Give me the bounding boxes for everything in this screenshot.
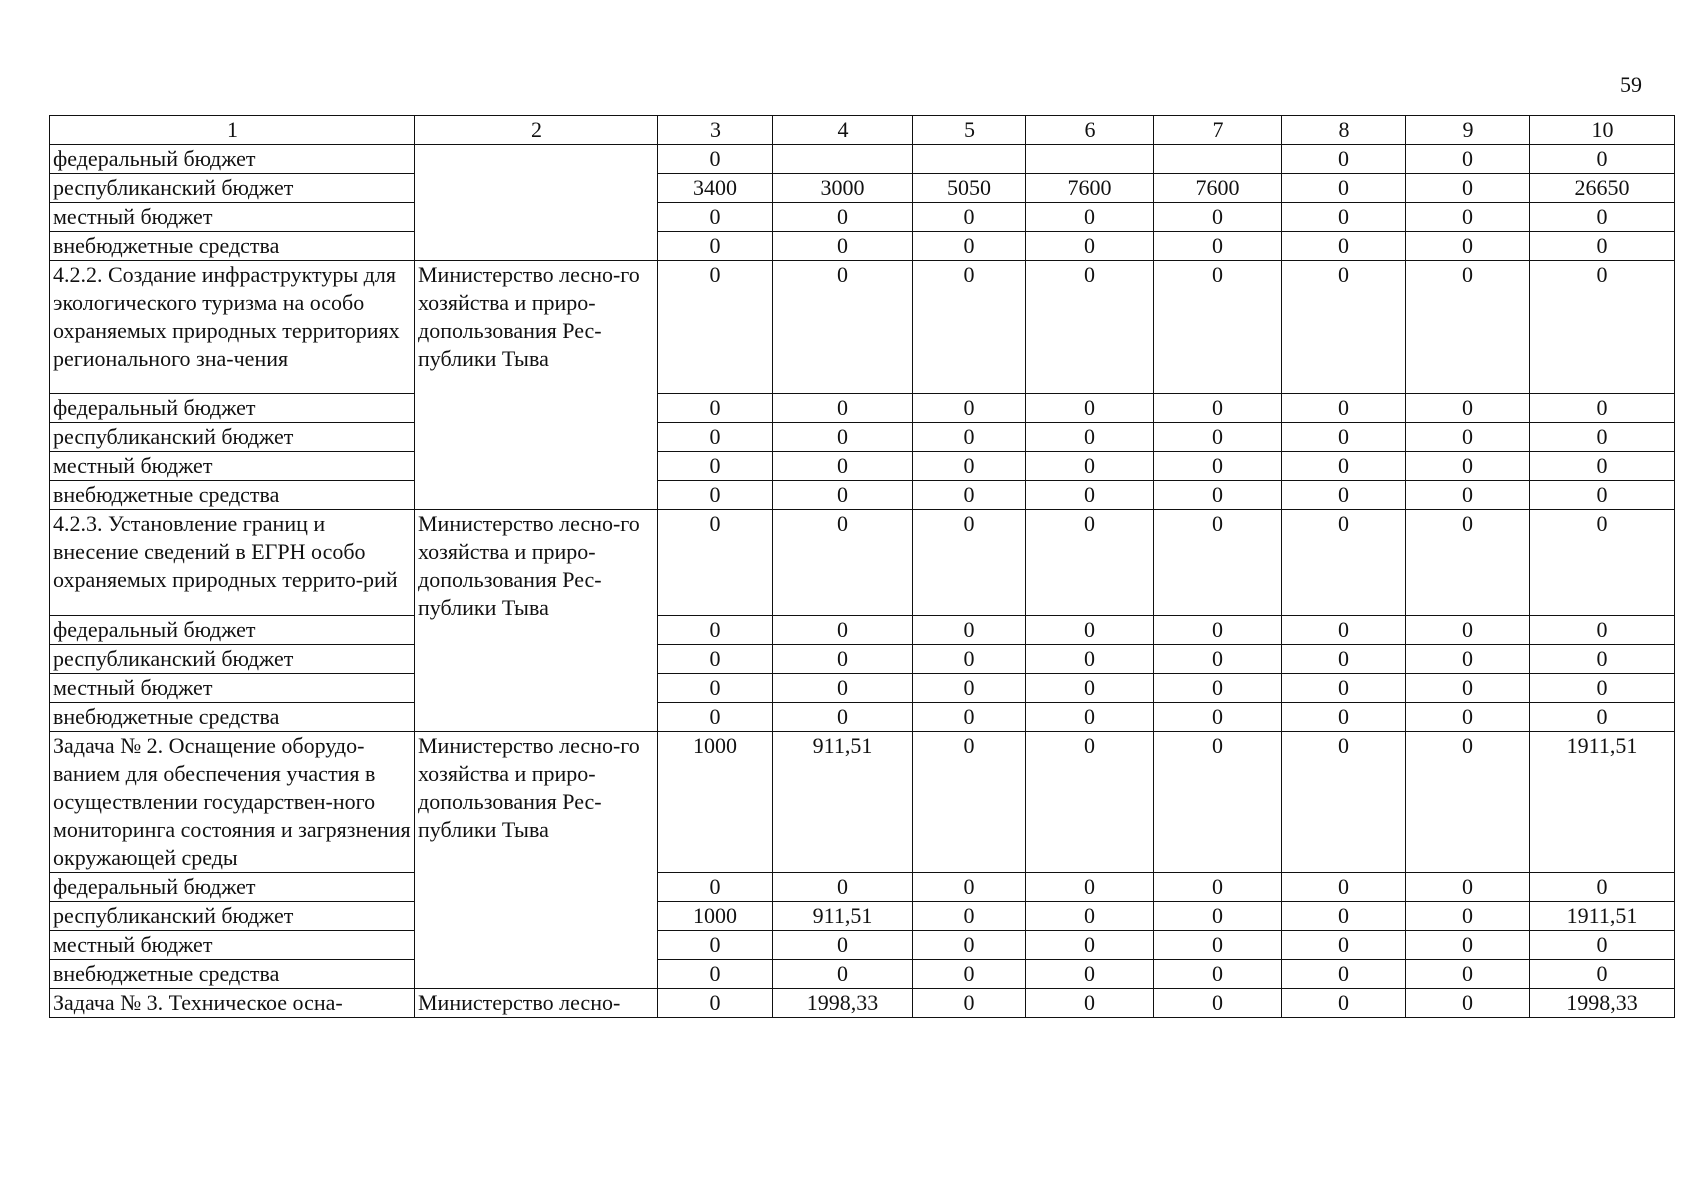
value-cell: 0 bbox=[1406, 960, 1530, 989]
responsible-executor: Министерство лесно-го хозяйства и приро-допользования Рес-публики Тыва bbox=[415, 261, 658, 510]
budget-source-label: федеральный бюджет bbox=[50, 616, 415, 645]
column-header: 8 bbox=[1282, 116, 1406, 145]
value-cell: 0 bbox=[773, 674, 913, 703]
value-cell: 0 bbox=[1282, 174, 1406, 203]
value-cell: 0 bbox=[1026, 703, 1154, 732]
budget-source-row bbox=[50, 873, 1675, 902]
value-cell: 0 bbox=[773, 510, 913, 616]
value-cell: 3400 bbox=[658, 174, 773, 203]
value-cell: 0 bbox=[658, 960, 773, 989]
budget-source-row bbox=[50, 174, 1675, 203]
measure-title: 4.2.2. Создание инфраструктуры для экологического туризма на особо охраняемых природных территориях регионального зна-чения bbox=[50, 261, 415, 394]
value-cell: 0 bbox=[1530, 261, 1675, 394]
value-cell: 1998,33 bbox=[1530, 989, 1675, 1018]
measure-title: 4.2.3. Установление границ и внесение сведений в ЕГРН особо охраняемых природных террито-рий bbox=[50, 510, 415, 616]
value-cell: 0 bbox=[1406, 394, 1530, 423]
budget-source-row bbox=[50, 452, 1675, 481]
value-cell: 0 bbox=[1530, 232, 1675, 261]
value-cell: 0 bbox=[1154, 232, 1282, 261]
value-cell: 0 bbox=[773, 452, 913, 481]
value-cell: 0 bbox=[913, 645, 1026, 674]
value-cell: 0 bbox=[1530, 873, 1675, 902]
value-cell: 0 bbox=[1282, 616, 1406, 645]
value-cell: 0 bbox=[1406, 452, 1530, 481]
value-cell: 0 bbox=[1154, 394, 1282, 423]
budget-source-label: внебюджетные средства bbox=[50, 232, 415, 261]
value-cell: 5050 bbox=[913, 174, 1026, 203]
value-cell: 0 bbox=[1406, 902, 1530, 931]
budget-source-label: республиканский бюджет bbox=[50, 645, 415, 674]
page-number: 59 bbox=[1620, 72, 1642, 97]
value-cell: 0 bbox=[658, 145, 773, 174]
value-cell: 0 bbox=[658, 394, 773, 423]
column-header: 1 bbox=[50, 116, 415, 145]
value-cell: 0 bbox=[658, 261, 773, 394]
value-cell: 0 bbox=[773, 645, 913, 674]
value-cell: 0 bbox=[658, 423, 773, 452]
measure-row bbox=[50, 989, 1675, 1018]
value-cell: 0 bbox=[658, 873, 773, 902]
value-cell: 0 bbox=[773, 203, 913, 232]
measure-title: Задача № 3. Техническое осна- bbox=[50, 989, 415, 1018]
value-cell: 0 bbox=[1154, 732, 1282, 873]
value-cell: 0 bbox=[1026, 452, 1154, 481]
column-header: 6 bbox=[1026, 116, 1154, 145]
value-cell: 0 bbox=[1154, 703, 1282, 732]
budget-source-label: внебюджетные средства bbox=[50, 703, 415, 732]
value-cell: 0 bbox=[1026, 616, 1154, 645]
value-cell: 0 bbox=[658, 645, 773, 674]
value-cell: 0 bbox=[773, 423, 913, 452]
value-cell: 0 bbox=[1026, 873, 1154, 902]
value-cell: 0 bbox=[1530, 510, 1675, 616]
value-cell: 0 bbox=[658, 931, 773, 960]
value-cell: 0 bbox=[1530, 423, 1675, 452]
budget-source-label: республиканский бюджет bbox=[50, 902, 415, 931]
value-cell: 0 bbox=[1282, 902, 1406, 931]
value-cell: 0 bbox=[1154, 902, 1282, 931]
value-cell: 0 bbox=[913, 989, 1026, 1018]
budget-table-body bbox=[50, 116, 1675, 1018]
value-cell: 0 bbox=[1406, 616, 1530, 645]
value-cell: 0 bbox=[1530, 203, 1675, 232]
column-header-row bbox=[50, 116, 1675, 145]
value-cell: 0 bbox=[1282, 645, 1406, 674]
value-cell: 3000 bbox=[773, 174, 913, 203]
value-cell: 0 bbox=[1530, 703, 1675, 732]
value-cell: 0 bbox=[913, 232, 1026, 261]
value-cell: 0 bbox=[1026, 674, 1154, 703]
value-cell: 0 bbox=[1282, 261, 1406, 394]
column-header: 9 bbox=[1406, 116, 1530, 145]
value-cell: 0 bbox=[1026, 645, 1154, 674]
value-cell: 0 bbox=[1154, 261, 1282, 394]
budget-source-row bbox=[50, 616, 1675, 645]
value-cell: 0 bbox=[913, 960, 1026, 989]
budget-source-row bbox=[50, 931, 1675, 960]
value-cell: 0 bbox=[913, 902, 1026, 931]
value-cell: 0 bbox=[1282, 960, 1406, 989]
value-cell: 0 bbox=[658, 203, 773, 232]
measure-title: Задача № 2. Оснащение оборудо-ванием для обеспечения участия в осуществлении государствен-ного мониторинга состояния и загрязнения окружающей среды bbox=[50, 732, 415, 873]
value-cell: 911,51 bbox=[773, 732, 913, 873]
budget-source-label: республиканский бюджет bbox=[50, 174, 415, 203]
value-cell bbox=[1026, 145, 1154, 174]
value-cell: 0 bbox=[658, 616, 773, 645]
value-cell: 0 bbox=[1154, 510, 1282, 616]
budget-source-row bbox=[50, 394, 1675, 423]
budget-source-label: местный бюджет bbox=[50, 203, 415, 232]
value-cell: 0 bbox=[1026, 481, 1154, 510]
value-cell: 0 bbox=[1406, 645, 1530, 674]
value-cell: 0 bbox=[1282, 203, 1406, 232]
value-cell: 0 bbox=[1406, 261, 1530, 394]
budget-source-label: местный бюджет bbox=[50, 452, 415, 481]
value-cell: 0 bbox=[658, 232, 773, 261]
value-cell: 0 bbox=[773, 931, 913, 960]
value-cell: 0 bbox=[1154, 873, 1282, 902]
value-cell: 0 bbox=[913, 732, 1026, 873]
budget-source-row bbox=[50, 232, 1675, 261]
value-cell: 0 bbox=[1282, 145, 1406, 174]
value-cell: 0 bbox=[1406, 703, 1530, 732]
budget-source-row bbox=[50, 674, 1675, 703]
value-cell: 0 bbox=[1282, 481, 1406, 510]
value-cell: 0 bbox=[1282, 732, 1406, 873]
measure-row bbox=[50, 732, 1675, 873]
value-cell: 0 bbox=[773, 873, 913, 902]
budget-source-row bbox=[50, 902, 1675, 931]
value-cell: 0 bbox=[1406, 145, 1530, 174]
value-cell: 0 bbox=[1154, 674, 1282, 703]
value-cell: 0 bbox=[1282, 989, 1406, 1018]
value-cell: 0 bbox=[1026, 261, 1154, 394]
column-header: 7 bbox=[1154, 116, 1282, 145]
value-cell: 0 bbox=[1026, 423, 1154, 452]
budget-source-row bbox=[50, 645, 1675, 674]
value-cell bbox=[913, 145, 1026, 174]
column-header: 5 bbox=[913, 116, 1026, 145]
value-cell: 0 bbox=[913, 261, 1026, 394]
value-cell: 1911,51 bbox=[1530, 732, 1675, 873]
value-cell: 0 bbox=[1282, 452, 1406, 481]
budget-source-label: федеральный бюджет bbox=[50, 145, 415, 174]
budget-source-label: федеральный бюджет bbox=[50, 394, 415, 423]
value-cell: 0 bbox=[1154, 616, 1282, 645]
value-cell: 911,51 bbox=[773, 902, 913, 931]
value-cell bbox=[773, 145, 913, 174]
value-cell: 0 bbox=[773, 703, 913, 732]
measure-row bbox=[50, 510, 1675, 616]
responsible-executor: Министерство лесно-го хозяйства и приро-допользования Рес-публики Тыва bbox=[415, 732, 658, 989]
value-cell: 0 bbox=[1026, 232, 1154, 261]
budget-source-label: внебюджетные средства bbox=[50, 481, 415, 510]
value-cell: 0 bbox=[1406, 873, 1530, 902]
value-cell: 0 bbox=[913, 423, 1026, 452]
value-cell: 0 bbox=[1154, 481, 1282, 510]
value-cell: 0 bbox=[1026, 510, 1154, 616]
budget-source-label: местный бюджет bbox=[50, 674, 415, 703]
value-cell: 0 bbox=[1530, 616, 1675, 645]
value-cell: 0 bbox=[1154, 931, 1282, 960]
value-cell: 0 bbox=[1282, 232, 1406, 261]
value-cell: 26650 bbox=[1530, 174, 1675, 203]
value-cell: 0 bbox=[773, 616, 913, 645]
value-cell: 0 bbox=[913, 703, 1026, 732]
budget-source-row bbox=[50, 960, 1675, 989]
value-cell: 1998,33 bbox=[773, 989, 913, 1018]
value-cell: 0 bbox=[1406, 674, 1530, 703]
measure-row bbox=[50, 261, 1675, 394]
value-cell: 1911,51 bbox=[1530, 902, 1675, 931]
responsible-executor: Министерство лесно-го хозяйства и приро-допользования Рес-публики Тыва bbox=[415, 510, 658, 732]
value-cell: 0 bbox=[1406, 174, 1530, 203]
value-cell: 0 bbox=[913, 452, 1026, 481]
value-cell: 1000 bbox=[658, 902, 773, 931]
value-cell: 0 bbox=[1406, 989, 1530, 1018]
value-cell: 0 bbox=[1282, 931, 1406, 960]
column-header: 3 bbox=[658, 116, 773, 145]
value-cell: 0 bbox=[1406, 732, 1530, 873]
budget-table bbox=[49, 115, 1675, 1018]
budget-source-row bbox=[50, 203, 1675, 232]
value-cell: 0 bbox=[1406, 510, 1530, 616]
budget-source-row bbox=[50, 481, 1675, 510]
value-cell: 0 bbox=[1406, 931, 1530, 960]
value-cell: 1000 bbox=[658, 732, 773, 873]
value-cell: 0 bbox=[1154, 960, 1282, 989]
value-cell: 0 bbox=[658, 674, 773, 703]
value-cell bbox=[1154, 145, 1282, 174]
budget-source-label: федеральный бюджет bbox=[50, 873, 415, 902]
value-cell: 0 bbox=[1026, 732, 1154, 873]
value-cell: 0 bbox=[913, 481, 1026, 510]
value-cell: 0 bbox=[1154, 452, 1282, 481]
value-cell: 0 bbox=[1154, 423, 1282, 452]
value-cell: 0 bbox=[773, 481, 913, 510]
value-cell: 0 bbox=[913, 873, 1026, 902]
value-cell: 0 bbox=[1406, 423, 1530, 452]
responsible-executor bbox=[415, 145, 658, 261]
value-cell: 0 bbox=[1282, 873, 1406, 902]
value-cell: 0 bbox=[1154, 645, 1282, 674]
value-cell: 0 bbox=[1530, 145, 1675, 174]
value-cell: 0 bbox=[1154, 989, 1282, 1018]
value-cell: 0 bbox=[658, 989, 773, 1018]
value-cell: 0 bbox=[1026, 931, 1154, 960]
column-header: 2 bbox=[415, 116, 658, 145]
value-cell: 0 bbox=[658, 452, 773, 481]
budget-source-label: внебюджетные средства bbox=[50, 960, 415, 989]
value-cell: 0 bbox=[1406, 481, 1530, 510]
budget-source-row bbox=[50, 703, 1675, 732]
budget-source-row bbox=[50, 145, 1675, 174]
value-cell: 0 bbox=[1026, 203, 1154, 232]
value-cell: 0 bbox=[1530, 452, 1675, 481]
value-cell: 0 bbox=[773, 232, 913, 261]
value-cell: 0 bbox=[1026, 394, 1154, 423]
value-cell: 0 bbox=[913, 394, 1026, 423]
value-cell: 0 bbox=[1282, 510, 1406, 616]
value-cell: 0 bbox=[1026, 960, 1154, 989]
value-cell: 0 bbox=[913, 674, 1026, 703]
value-cell: 0 bbox=[1530, 931, 1675, 960]
value-cell: 0 bbox=[658, 703, 773, 732]
value-cell: 0 bbox=[1406, 203, 1530, 232]
value-cell: 0 bbox=[1282, 423, 1406, 452]
value-cell: 0 bbox=[1026, 989, 1154, 1018]
value-cell: 0 bbox=[658, 481, 773, 510]
budget-source-label: республиканский бюджет bbox=[50, 423, 415, 452]
value-cell: 0 bbox=[1530, 960, 1675, 989]
responsible-executor: Министерство лесно- bbox=[415, 989, 658, 1018]
value-cell: 0 bbox=[1530, 394, 1675, 423]
column-header: 4 bbox=[773, 116, 913, 145]
value-cell: 0 bbox=[773, 394, 913, 423]
value-cell: 0 bbox=[913, 931, 1026, 960]
value-cell: 0 bbox=[1282, 674, 1406, 703]
value-cell: 0 bbox=[1282, 394, 1406, 423]
value-cell: 0 bbox=[773, 261, 913, 394]
value-cell: 0 bbox=[1026, 902, 1154, 931]
value-cell: 0 bbox=[913, 203, 1026, 232]
value-cell: 7600 bbox=[1026, 174, 1154, 203]
value-cell: 0 bbox=[773, 960, 913, 989]
value-cell: 0 bbox=[913, 510, 1026, 616]
value-cell: 0 bbox=[1282, 703, 1406, 732]
value-cell: 0 bbox=[1530, 645, 1675, 674]
value-cell: 0 bbox=[1406, 232, 1530, 261]
budget-source-row bbox=[50, 423, 1675, 452]
column-header: 10 bbox=[1530, 116, 1675, 145]
value-cell: 0 bbox=[1530, 674, 1675, 703]
value-cell: 0 bbox=[1530, 481, 1675, 510]
value-cell: 7600 bbox=[1154, 174, 1282, 203]
value-cell: 0 bbox=[658, 510, 773, 616]
value-cell: 0 bbox=[913, 616, 1026, 645]
value-cell: 0 bbox=[1154, 203, 1282, 232]
budget-source-label: местный бюджет bbox=[50, 931, 415, 960]
